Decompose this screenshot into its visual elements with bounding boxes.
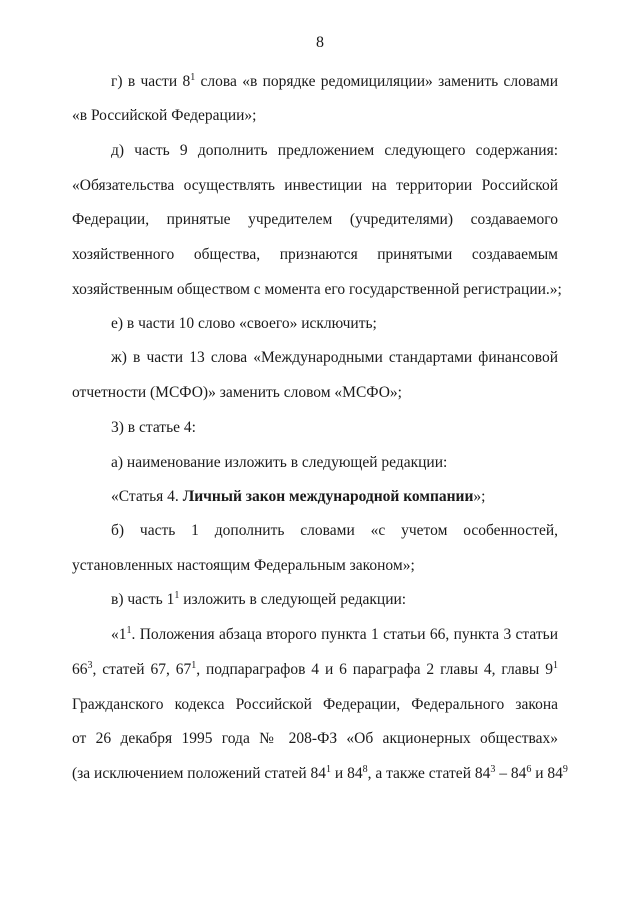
superscript: 3 bbox=[87, 659, 93, 671]
superscript: 3 bbox=[490, 763, 496, 775]
text-line bbox=[111, 590, 558, 610]
text-line: Федерации, принятые учредителем (учредителями) создаваемого bbox=[72, 211, 558, 228]
superscript: 1 bbox=[190, 71, 196, 83]
text-line: от 26 декабря 1995 года № 208-ФЗ «Об акционерных обществах» bbox=[72, 730, 558, 747]
text-run: и 84 bbox=[531, 765, 563, 782]
text-run: , статей 67, 67 bbox=[92, 661, 192, 678]
text-line: б) часть 1 дополнить словами «с учетом особенностей, bbox=[111, 522, 558, 539]
text-run: «Статья 4. bbox=[111, 488, 183, 505]
text-run: »; bbox=[473, 488, 486, 505]
text-run: г) в части 8 bbox=[111, 73, 191, 90]
text-line: 3) в статье 4: bbox=[111, 419, 196, 436]
text-line bbox=[111, 625, 558, 645]
superscript: 6 bbox=[526, 763, 532, 775]
article-title: Личный закон международной компании bbox=[182, 488, 474, 505]
text-line: хозяйственным обществом с момента его государственной регистрации.»; bbox=[72, 281, 562, 298]
text-run: «1 bbox=[111, 626, 127, 643]
superscript: 1 bbox=[191, 659, 197, 671]
text-run: 66 bbox=[72, 661, 88, 678]
text-line: установленных настоящим Федеральным законом»; bbox=[72, 557, 415, 574]
text-run: , подпараграфов 4 и 6 параграфа 2 главы 4, главы 9 bbox=[196, 661, 553, 678]
text-line bbox=[72, 660, 558, 680]
text-line bbox=[111, 72, 558, 92]
text-line: отчетности (МСФО)» заменить словом «МСФО»; bbox=[72, 384, 402, 401]
page-number: 8 bbox=[316, 34, 324, 51]
text-run: . Положения абзаца второго пункта 1 статьи 66, пункта 3 статьи bbox=[131, 626, 558, 643]
superscript: 8 bbox=[362, 763, 368, 775]
text-run: , а также статей 84 bbox=[367, 765, 491, 782]
text-line: хозяйственного общества, признаются принятыми создаваемым bbox=[72, 246, 558, 263]
text-line bbox=[72, 763, 568, 784]
text-run: изложить в следующей редакции: bbox=[179, 591, 407, 608]
text-run: в) часть 1 bbox=[111, 591, 175, 608]
superscript: 1 bbox=[126, 624, 132, 636]
article-heading bbox=[111, 487, 558, 507]
text-line: «в Российской Федерации»; bbox=[72, 107, 257, 124]
text-run: и 84 bbox=[331, 765, 363, 782]
superscript: 9 bbox=[562, 763, 568, 775]
text-run: слова «в порядке редомициляции» заменить словами bbox=[195, 73, 558, 90]
text-line: Гражданского кодекса Российской Федерации, Федерального закона bbox=[72, 696, 558, 713]
text-run: – 84 bbox=[495, 765, 527, 782]
text-run: (за исключением положений статей 84 bbox=[72, 765, 327, 782]
text-line: д) часть 9 дополнить предложением следующего содержания: bbox=[111, 142, 558, 159]
text-line: «Обязательства осуществлять инвестиции на территории Российской bbox=[72, 177, 558, 194]
superscript: 1 bbox=[553, 659, 558, 671]
text-line: ж) в части 13 слова «Международными стандартами финансовой bbox=[111, 349, 558, 366]
superscript: 1 bbox=[174, 589, 180, 601]
superscript: 1 bbox=[326, 763, 332, 775]
text-line: е) в части 10 слово «своего» исключить; bbox=[111, 315, 377, 332]
text-line: а) наименование изложить в следующей редакции: bbox=[111, 454, 448, 471]
